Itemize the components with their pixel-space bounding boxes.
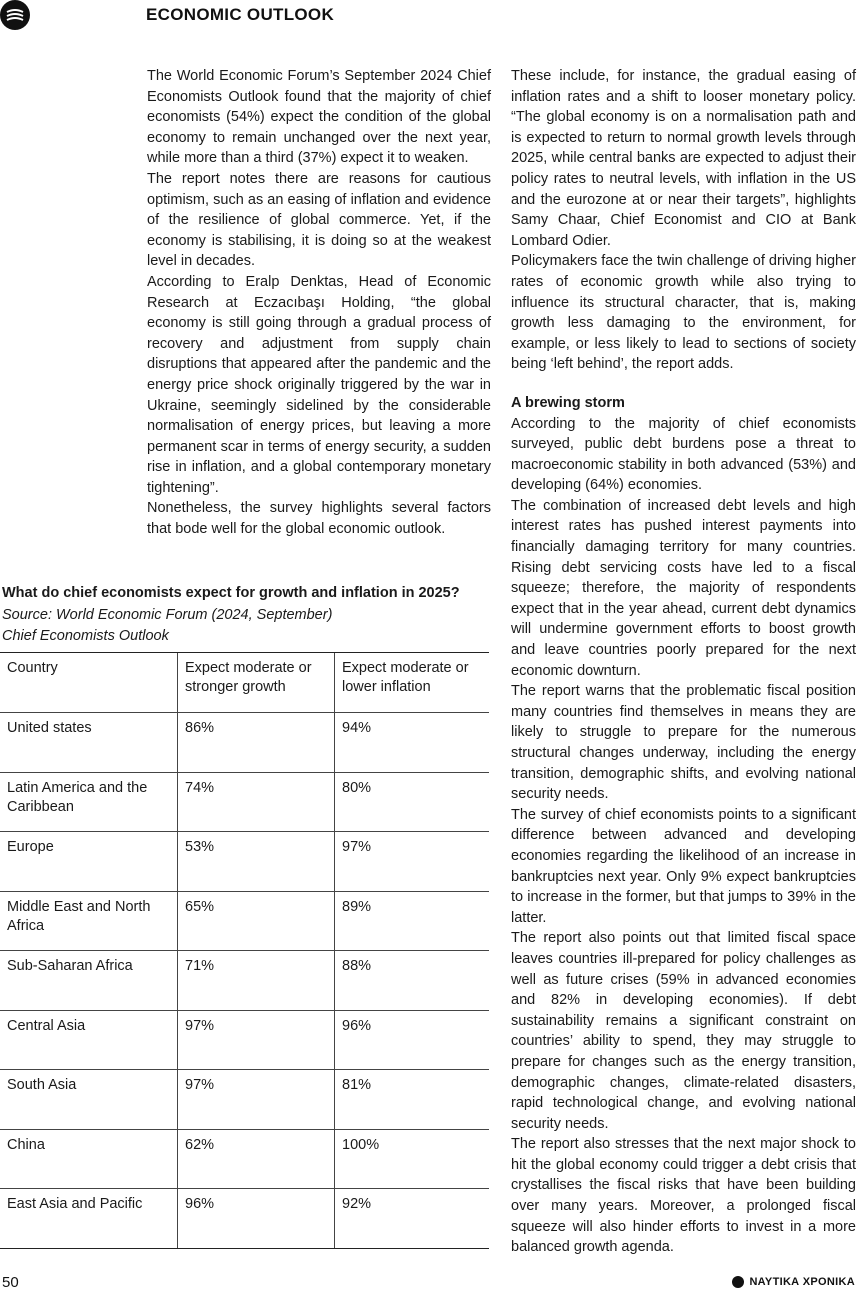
cell-inflation: 88%: [335, 951, 490, 1011]
table-row: [0, 1010, 489, 1070]
paragraph: Nonetheless, the survey highlights several factors that bode well for the global economic outlook.: [147, 500, 491, 538]
cell-inflation: 96%: [335, 1010, 490, 1070]
table-row: [0, 1129, 489, 1189]
table-source-title: Chief Economists Outlook: [2, 628, 169, 644]
cell-inflation: 97%: [335, 832, 490, 892]
cell-country: East Asia and Pacific: [0, 1189, 178, 1249]
left-article-column: [147, 66, 491, 540]
table-source: Source: World Economic Forum (2024, September): [2, 606, 333, 623]
cell-growth: 71%: [178, 951, 335, 1011]
cell-inflation: 92%: [335, 1189, 490, 1249]
cell-growth: 74%: [178, 772, 335, 832]
paragraph: Policymakers face the twin challenge of driving higher rates of economic growth while also trying to influence its structural character, that is, making growth less damaging to the environment, for example, or less likely to lead to sections of society being ‘left behind’, the report adds.: [511, 253, 856, 373]
cell-country: Latin America and the Caribbean: [0, 772, 178, 832]
publication-brand: [732, 1276, 855, 1288]
paragraph: The combination of increased debt levels and high interest rates has pushed interest payments into financially damaging territory for many countries. Rising debt servicing costs have led to a fiscal squeeze; therefore, the majority of respondents expect that in the year ahead, current debt dynamics will undermine government efforts to boost growth and leave countries poorly prepared for the next economic downturn.: [511, 497, 856, 679]
cell-country: Sub-Saharan Africa: [0, 951, 178, 1011]
paragraph: According to the majority of chief economists surveyed, public debt burdens pose a threat to macroeconomic stability in both advanced (53%) and developing (64%) economies.: [511, 415, 856, 494]
header-growth: Expect moderate or stronger growth: [178, 653, 335, 713]
paragraph: The World Economic Forum’s September 2024 Chief Economists Outlook found that the majority of chief economists (54%) expect the condition of the global economy to remain unchanged over the next year, while more than a third (37%) expect it to weaken.: [147, 68, 491, 167]
table-row: [0, 1189, 489, 1249]
paragraph: According to Eralp Denktas, Head of Economic Research at Eczacıbaşı Holding, “the global economy is still going through a gradual process of recovery and adjustment from supply chain disruptions that appeared after the pandemic and the energy price shock originally triggered by the war in Ukraine, seemingly sidelined by the considerable normalisation of energy prices, but leaving a more permanent scar in terms of energy security, a sudden rise in inflation, and a global contemporary monetary tightening”.: [147, 273, 491, 496]
cell-country: United states: [0, 713, 178, 773]
table-row: [0, 891, 489, 951]
expectations-table: [0, 652, 489, 1249]
cell-growth: 53%: [178, 832, 335, 892]
paragraph: The report notes there are reasons for cautious optimism, such as an easing of inflation and evidence of the resilience of global commerce. Yet, if the economy is stabilising, it is doing so at the weakest level in decades.: [147, 170, 491, 270]
right-article-column: [511, 66, 856, 1258]
paragraph: The report also points out that limited fiscal space leaves countries ill-prepared for policy challenges as well as future crises (59% in advanced economies and 82% in developing economies). If debt sustainability remains a significant constraint on countries’ ability to spend, they may struggle to prepare for changes such as the energy transition, demographic changes, climate-related disasters, rapid technological change, and evolving national security needs.: [511, 930, 856, 1132]
cell-inflation: 100%: [335, 1129, 490, 1189]
cell-inflation: 80%: [335, 772, 490, 832]
header-country: Country: [0, 653, 178, 713]
paragraph: The report also stresses that the next major shock to hit the global economy could trigger a debt crisis that crystallises the fiscal risks that have been building over many years. Moreover, a prolonged fiscal squeeze will also hinder efforts to invest in a more balanced growth agenda.: [511, 1136, 856, 1256]
paragraph: The report warns that the problematic fiscal position many countries find themselves in means they are likely to struggle to prepare for the numerous structural changes underway, including the energy transition, demographic shifts, and evolving national security needs.: [511, 683, 856, 803]
table-row: [0, 713, 489, 773]
cell-growth: 97%: [178, 1070, 335, 1130]
table-question: What do chief economists expect for growth and inflation in 2025?: [2, 585, 460, 601]
paragraph: These include, for instance, the gradual easing of inflation rates and a shift to looser monetary policy. “The global economy is on a normalisation path and is expected to return to normal growth levels through 2025, while central banks are expected to adjust their policy rates to neutral levels, with inflation in the US and the eurozone at or near their targets”, highlights Samy Chaar, Chief Economist and CIO at Bank Lombard Odier.: [511, 68, 856, 249]
table-caption: [2, 583, 490, 648]
cell-inflation: 89%: [335, 891, 490, 951]
cell-growth: 86%: [178, 713, 335, 773]
cell-country: Middle East and North Africa: [0, 891, 178, 951]
cell-growth: 65%: [178, 891, 335, 951]
paragraph: The survey of chief economists points to a significant difference between advanced and developing economies regarding the likelihood of an increase in bankruptcies next year. Only 9% expect bankruptcies to increase in the former, but that jumps to 39% in the latter.: [511, 806, 856, 926]
brand-logo-icon: [732, 1276, 744, 1288]
cell-inflation: 94%: [335, 713, 490, 773]
cell-country: Central Asia: [0, 1010, 178, 1070]
cell-country: South Asia: [0, 1070, 178, 1130]
table-header-row: [0, 653, 489, 713]
cell-inflation: 81%: [335, 1070, 490, 1130]
table-row: [0, 832, 489, 892]
brand-name: ΝΑΥΤΙΚΑ ΧΡΟΝΙΚΑ: [749, 1276, 855, 1288]
table-row: [0, 951, 489, 1011]
magazine-logo-icon: [0, 0, 30, 30]
section-title: ECONOMIC OUTLOOK: [146, 5, 335, 24]
page-number: 50: [2, 1274, 19, 1291]
cell-country: Europe: [0, 832, 178, 892]
table-row: [0, 772, 489, 832]
cell-country: China: [0, 1129, 178, 1189]
table-row: [0, 1070, 489, 1130]
cell-growth: 62%: [178, 1129, 335, 1189]
header-inflation: Expect moderate or lower inflation: [335, 653, 490, 713]
cell-growth: 97%: [178, 1010, 335, 1070]
cell-growth: 96%: [178, 1189, 335, 1249]
subheading: A brewing storm: [511, 394, 625, 411]
